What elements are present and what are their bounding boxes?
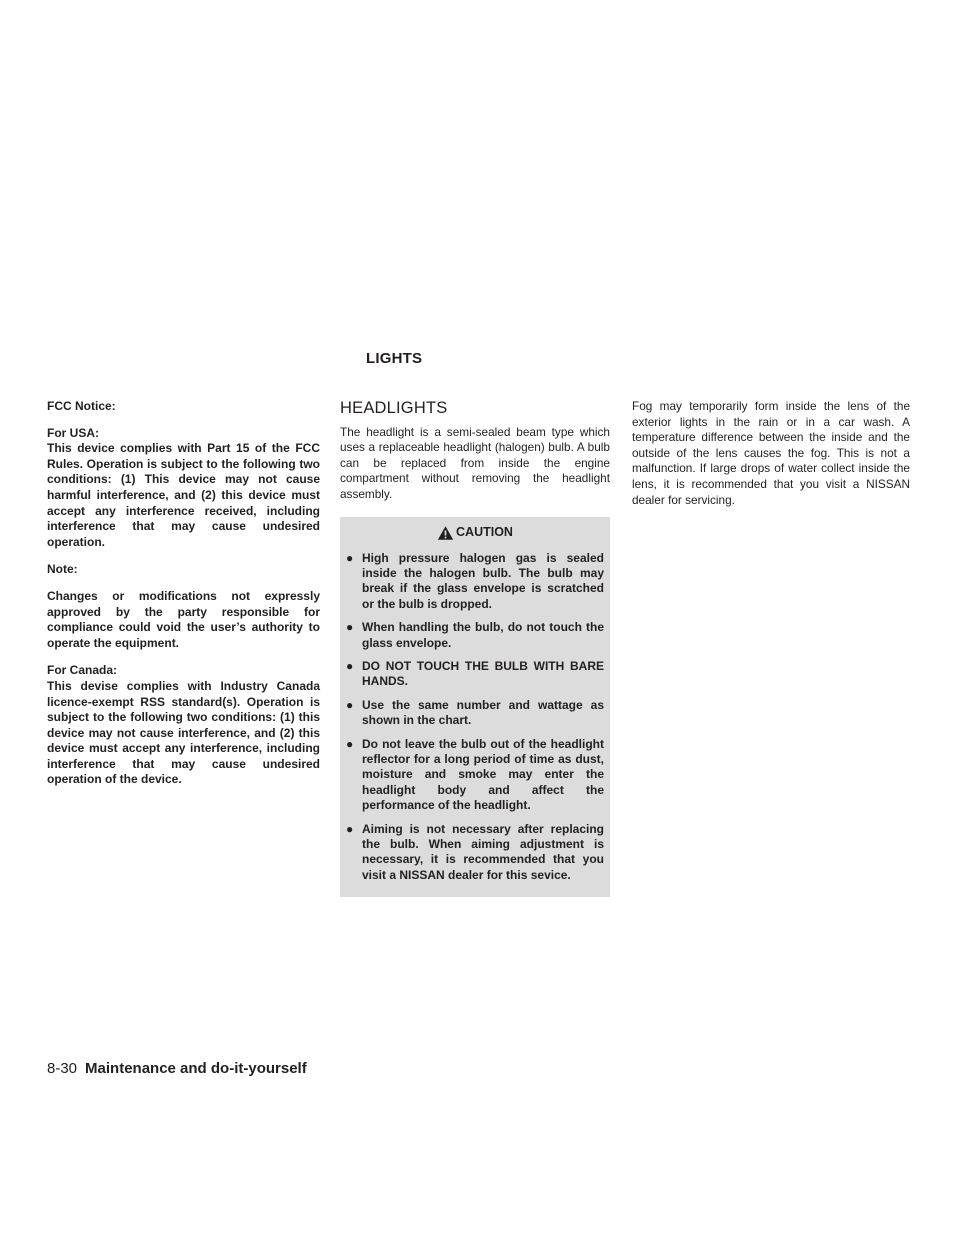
bullet-icon: ● (346, 659, 354, 673)
caution-item-text: High pressure halogen gas is sealed inside the halogen bulb. The bulb may break if the glass envelope is scratched or the bulb is dropped. (362, 550, 604, 611)
caution-item (346, 659, 604, 690)
caution-item (346, 822, 604, 884)
caution-item-text: Aiming is not necessary after replacing the bulb. When aiming adjustment is necessary, it is recommended that you visit a NISSAN dealer for this sevice. (362, 821, 604, 882)
fcc-note-text: Changes or modifications not expressly approved by the party responsible for compliance could void the user’s authority to operate the equipment. (47, 588, 320, 650)
fcc-canada-text: This devise complies with Industry Canada licence-exempt RSS standard(s). Operation is subject to the following two conditions: (1) this device may not cause interference, and (2) this device must accept any interference, including interference that may cause undesired operation of the device. (47, 678, 320, 787)
bullet-icon: ● (346, 821, 354, 836)
caution-item (346, 737, 604, 814)
fog-column (632, 399, 910, 522)
fcc-notice-column (47, 399, 320, 800)
bullet-icon: ● (346, 697, 354, 712)
fcc-usa-label: For USA: (47, 425, 99, 440)
bullet-icon: ● (346, 736, 354, 751)
fcc-canada-label: For Canada: (47, 663, 118, 678)
caution-item-text: Do not leave the bulb out of the headlight reflector for a long period of time as dust, moisture and smoke may enter the headlight body and affect the performance of the headlight. (362, 736, 604, 813)
bullet-icon: ● (346, 620, 354, 635)
headlights-intro: The headlight is a semi-sealed beam type which uses a replaceable headlight (halogen) bulb. A bulb can be replaced from inside the engine compartment without removing the headlight assembly. (340, 424, 610, 501)
headlights-column (340, 401, 610, 897)
headlights-heading: HEADLIGHTS (340, 399, 448, 417)
page-number: 8-30 (47, 1060, 78, 1077)
chapter-title: Maintenance and do-it-yourself (85, 1060, 307, 1077)
caution-item (346, 551, 604, 613)
caution-item-text: Use the same number and wattage as shown in the chart. (362, 697, 604, 728)
fcc-note-label: Note: (47, 562, 78, 577)
fcc-notice-label: FCC Notice: (47, 399, 116, 413)
caution-header (346, 525, 604, 541)
caution-item (346, 620, 604, 651)
page-footer (47, 1060, 307, 1077)
caution-item (346, 698, 604, 729)
caution-item-text: When handling the bulb, do not touch the glass envelope. (362, 620, 604, 650)
fcc-usa-block (47, 426, 320, 551)
caution-item-text: DO NOT TOUCH THE BULB WITH BARE HANDS. (362, 659, 604, 689)
caution-box (340, 517, 610, 898)
section-title: LIGHTS (366, 350, 423, 367)
fcc-usa-text: This device complies with Part 15 of the FCC Rules. Operation is subject to the following two conditions: (1) This device may not cause harmful interference, and (2) this device must accept any interference received, including interference that may cause undesired operation. (47, 441, 320, 549)
warning-triangle-icon (437, 525, 454, 541)
bullet-icon: ● (346, 550, 354, 565)
fcc-canada-block (47, 663, 320, 788)
caution-list (346, 551, 604, 884)
caution-label: CAUTION (456, 524, 513, 539)
fog-text: Fog may temporarily form inside the lens of the exterior lights in the rain or in a car wash. A temperature difference between the inside and the outside of the lens causes the fog. This is not a malfunction. If large drops of water collect inside the lens, it is recommended that you visit a NISSAN dealer for servicing. (632, 399, 910, 507)
